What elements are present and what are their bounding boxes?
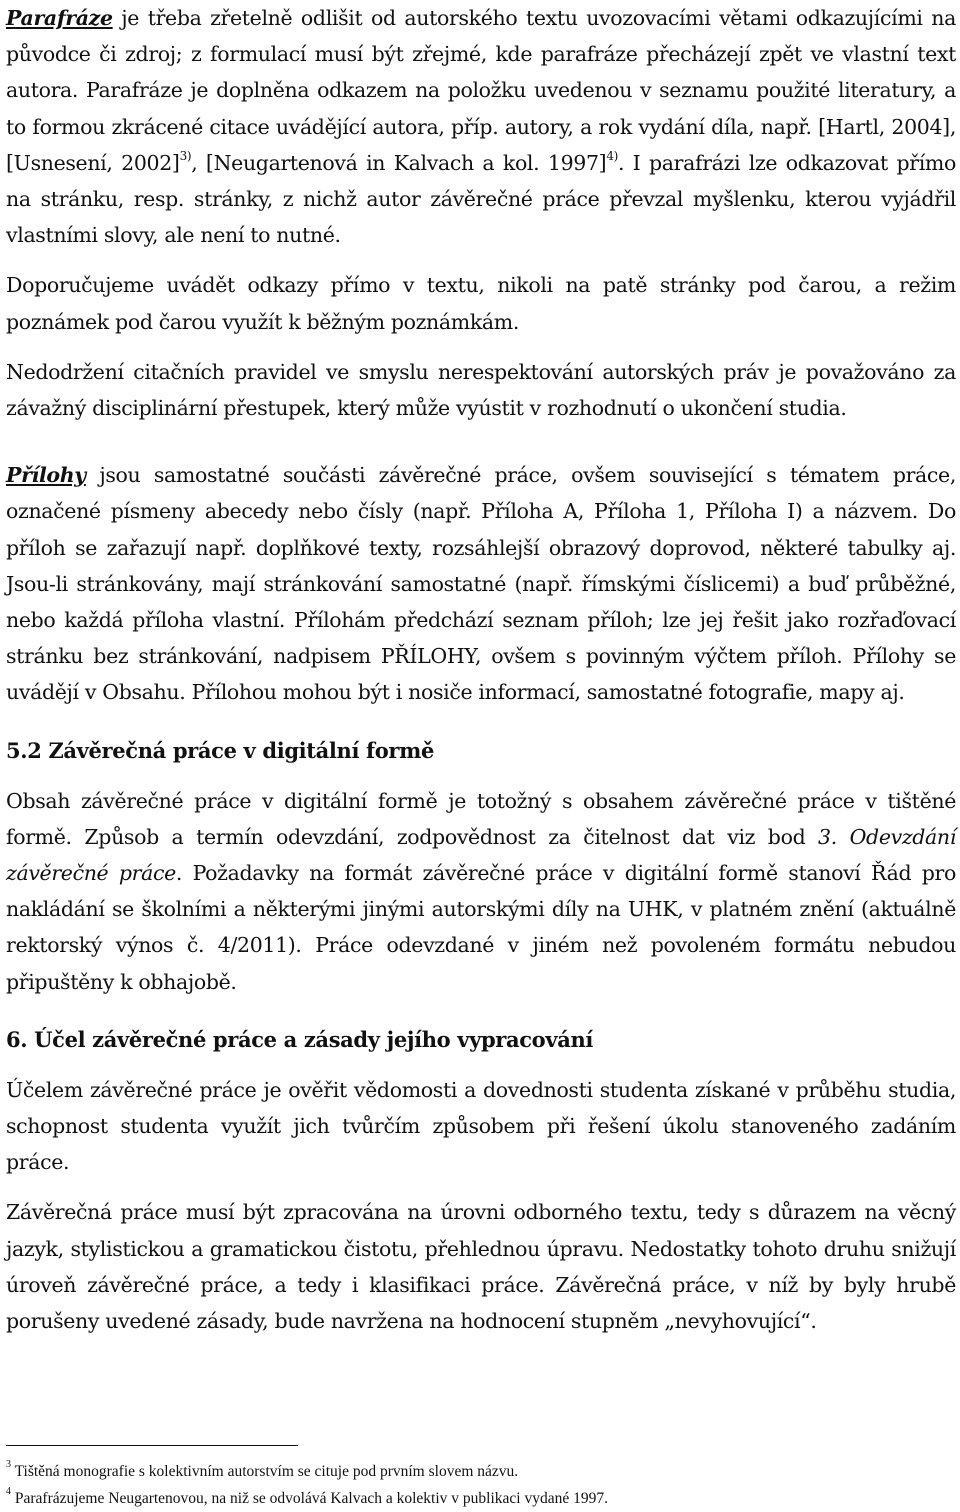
paragraph-ucel: Účelem závěrečné práce je ověřit vědomosti a dovednosti studenta získané v průběhu studia, schopnost studenta využít jich tvůrčím způsobem při řešení úkolu stanoveného zadáním práce. — [6, 1077, 956, 1175]
footnote-text: Parafrázujeme Neugartenovou, na niž se odvolává Kalvach a kolektiv v publikaci vydané 1997. — [14, 1490, 608, 1507]
paragraph-zpracovani: Závěrečná práce musí být zpracována na úrovni odborného textu, tedy s důrazem na věcný jazyk, stylistickou a gramatickou čistotu, přehlednou úpravu. Nedostatky tohoto druhu snižují úroveň závěrečné práce, a tedy i klasifikaci práce. Závěrečná práce, v níž by byly hrubě porušeny uvedené zásady, bude navržena na hodnocení stupněm „nevyhovující“. — [6, 1200, 956, 1334]
footnote-number: 4 — [6, 1485, 11, 1497]
footnote-3 — [6, 1458, 956, 1485]
term-parafraze: Parafráze — [6, 6, 113, 30]
footnote-ref-4[interactable]: 4) — [606, 148, 618, 163]
footnotes — [6, 1445, 956, 1512]
section-heading-6: 6. Účel závěrečné práce a zásady jejího vypracování — [6, 1026, 593, 1052]
section-reference[interactable]: 3. Odevzdání závěrečné práce — [6, 824, 956, 886]
paragraph-text: je třeba zřetelně odlišit od autorského textu uvozovacími větami odkazujícími na původce či zdroj; z formulací musí být zřejmé, kde parafráze přecházejí zpět ve vlastní text autora. Parafráze je doplněna odkazem na položku uvedenou v seznamu použité literatury, a to formou zkrácené citace uvádějící autora, příp. autory, a rok vydání díla, např. [Hartl, 2004], [Usnesení, 2002] — [6, 6, 956, 175]
paragraph-text: Obsah závěrečné práce v digitální formě je totožný s obsahem závěrečné práce v tištěné formě. Způsob a termín odevzdání, zodpovědnost za čitelnost dat viz bod — [6, 788, 956, 849]
document-page — [6, 0, 956, 1339]
paragraph-text: , [Neugartenová in Kalvach a kol. 1997] — [191, 150, 607, 175]
paragraph-parafraze — [6, 0, 956, 253]
term-prilohy: Přílohy — [6, 463, 86, 488]
paragraph-prilohy — [6, 457, 956, 710]
footnote-ref-3[interactable]: 3) — [179, 148, 192, 163]
paragraph-digitalni-forma — [6, 783, 956, 1000]
paragraph-text: jsou samostatné součásti závěrečné práce, ovšem související s tématem práce, označené písmeny abecedy nebo čísly (např. Příloha A, Příloha 1, Příloha I) a názvem. Do příloh se zařazují např. doplňkové texty, rozsáhlejší obrazový doprovod, některé tabulky aj. Jsou-li stránkovány, mají stránkování samostatné (např. římskými číslicemi) a buď průběžné, nebo každá příloha vlastní. Přílohám předchází seznam příloh; lze jej řešit jako rozřaďovací stránku bez stránkování, nadpisem PŘÍLOHY, ovšem s povinným výčtem příloh. Přílohy se uvádějí v Obsahu. Přílohou mohou být i nosiče informací, samostatné fotografie, mapy aj. — [6, 463, 956, 705]
paragraph-odkazy: Doporučujeme uvádět odkazy přímo v textu, nikoli na patě stránky pod čarou, a režim poznámek pod čarou využít k běžným poznámkám. — [6, 273, 956, 334]
footnote-number: 3 — [6, 1458, 11, 1470]
paragraph-nedodrzeni: Nedodržení citačních pravidel ve smyslu nerespektování autorských práv je považováno za závažný disciplinární přestupek, který může vyústit v rozhodnutí o ukončení studia. — [6, 359, 956, 421]
footnote-text: Tištěná monografie s kolektivním autorstvím se cituje pod prvním slovem názvu. — [14, 1463, 519, 1480]
footnote-4 — [6, 1485, 956, 1512]
section-heading-5-2: 5.2 Závěrečná práce v digitální formě — [6, 737, 434, 763]
paragraph-text: . Požadavky na formát závěrečné práce v digitální formě stanoví Řád pro nakládání se školními a některými jinými autorskými díly na UHK, v platném znění (aktuálně rektorský výnos č. 4/2011). Práce odevzdané v jiném než povoleném formátu nebudou připuštěny k obhajobě. — [6, 861, 956, 994]
footnote-separator — [6, 1445, 298, 1446]
paragraph-text: . I parafrázi lze odkazovat přímo na stránku, resp. stránky, z nichž autor závěrečné práce převzal myšlenku, kterou vyjádřil vlastními slovy, ale není to nutné. — [6, 150, 956, 248]
